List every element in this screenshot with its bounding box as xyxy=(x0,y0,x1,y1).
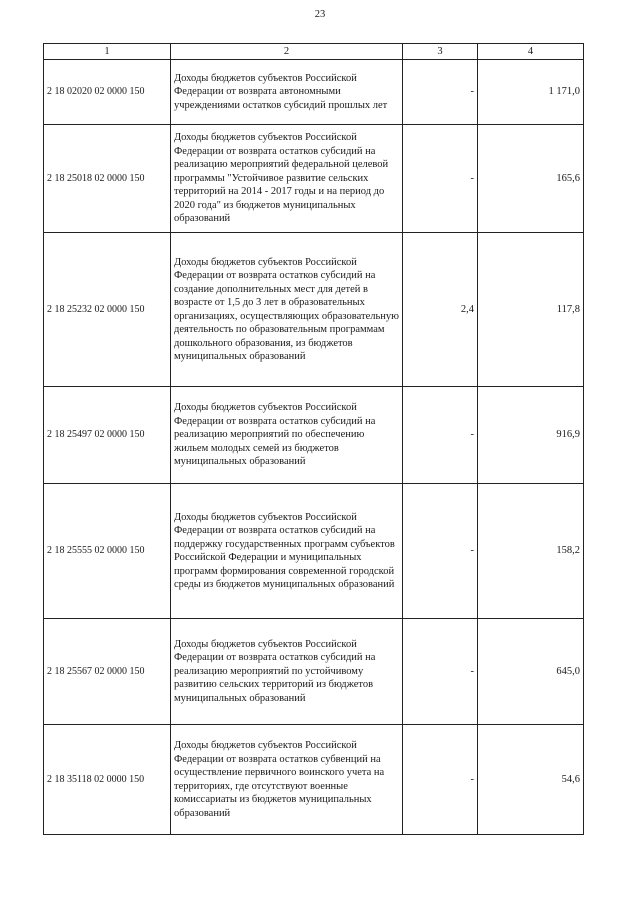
table-row xyxy=(44,484,584,619)
column3-value-cell: - xyxy=(403,125,478,233)
revenue-name-cell: Доходы бюджетов субъектов Российской Федерации от возврата остатков субвенций на осуществление первичного воинского учета на территориях, где отсутствуют военные комиссариаты из бюджетов муниципальных образований xyxy=(171,725,403,835)
table-header-row xyxy=(44,44,584,60)
table-row xyxy=(44,60,584,125)
revenue-code-cell: 2 18 02020 02 0000 150 xyxy=(44,60,171,125)
column3-value-cell: - xyxy=(403,60,478,125)
budget-revenue-table xyxy=(43,43,584,835)
column4-value-cell: 645,0 xyxy=(478,619,584,725)
column4-value-cell: 165,6 xyxy=(478,125,584,233)
revenue-code-cell: 2 18 25497 02 0000 150 xyxy=(44,387,171,484)
revenue-code-cell: 2 18 25555 02 0000 150 xyxy=(44,484,171,619)
column-header-1: 1 xyxy=(44,44,171,60)
column4-value-cell: 158,2 xyxy=(478,484,584,619)
revenue-name-cell: Доходы бюджетов субъектов Российской Федерации от возврата остатков субсидий на реализацию мероприятий по устойчивому развитию сельских территорий из бюджетов муниципальных образований xyxy=(171,619,403,725)
revenue-code-cell: 2 18 25567 02 0000 150 xyxy=(44,619,171,725)
revenue-code-cell: 2 18 35118 02 0000 150 xyxy=(44,725,171,835)
column4-value-cell: 1 171,0 xyxy=(478,60,584,125)
column3-value-cell: - xyxy=(403,387,478,484)
revenue-name-cell: Доходы бюджетов субъектов Российской Федерации от возврата остатков субсидий на реализацию мероприятий по обеспечению жильем молодых семей из бюджетов муниципальных образований xyxy=(171,387,403,484)
revenue-name-cell: Доходы бюджетов субъектов Российской Федерации от возврата остатков субсидий на создание дополнительных мест для детей в возрасте от 1,5 до 3 лет в образовательных организациях, осуществляющих образовательную деятельность по образовательным программам дошкольного образования, из бюджетов муниципальных образований xyxy=(171,233,403,387)
table-row xyxy=(44,619,584,725)
revenue-code-cell: 2 18 25232 02 0000 150 xyxy=(44,233,171,387)
revenue-name-cell: Доходы бюджетов субъектов Российской Федерации от возврата остатков субсидий на поддержку государственных программ субъектов Российской Федерации и муниципальных программ формирования современной городской среды из бюджетов муниципальных образований xyxy=(171,484,403,619)
column4-value-cell: 916,9 xyxy=(478,387,584,484)
column3-value-cell: - xyxy=(403,484,478,619)
revenue-code-cell: 2 18 25018 02 0000 150 xyxy=(44,125,171,233)
column4-value-cell: 117,8 xyxy=(478,233,584,387)
table-row xyxy=(44,125,584,233)
column-header-4: 4 xyxy=(478,44,584,60)
column4-value-cell: 54,6 xyxy=(478,725,584,835)
column-header-3: 3 xyxy=(403,44,478,60)
column3-value-cell: - xyxy=(403,725,478,835)
column3-value-cell: 2,4 xyxy=(403,233,478,387)
table-row xyxy=(44,233,584,387)
table-row xyxy=(44,387,584,484)
revenue-name-cell: Доходы бюджетов субъектов Российской Федерации от возврата остатков субсидий на реализацию мероприятий федеральной целевой программы "Устойчивое развитие сельских территорий на 2014 - 2017 годы и на период до 2020 года" из бюджетов муниципальных образований xyxy=(171,125,403,233)
revenue-name-cell: Доходы бюджетов субъектов Российской Федерации от возврата автономными учреждениями остатков субсидий прошлых лет xyxy=(171,60,403,125)
page-number: 23 xyxy=(314,9,326,20)
column-header-2: 2 xyxy=(171,44,403,60)
table-row xyxy=(44,725,584,835)
column3-value-cell: - xyxy=(403,619,478,725)
